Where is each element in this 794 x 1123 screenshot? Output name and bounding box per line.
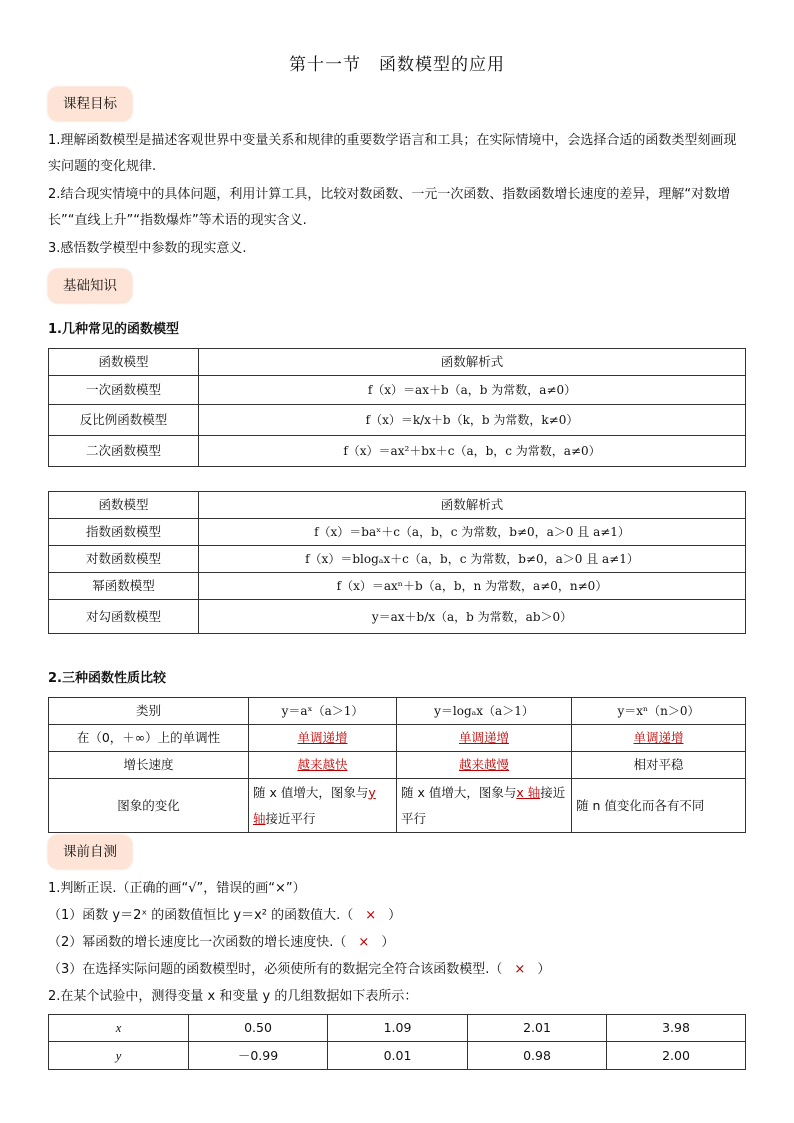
table-header-cell: y＝logₐx（a＞1） (397, 698, 572, 725)
table-cell: 对勾函数模型 (49, 600, 199, 634)
answer-text: 单调递增 (458, 730, 509, 745)
section-label-pretest: 课前自测 (48, 835, 132, 869)
table-cell: 在（0，＋∞）上的单调性 (49, 725, 249, 752)
answer-text: 越来越快 (297, 757, 348, 772)
cell-text: 接近平行 (265, 810, 316, 826)
table-cell: 3.98 (607, 1015, 746, 1042)
formula-cell: f（x）＝baˣ＋c（a，b，c 为常数，b≠0，a＞0 且 a≠1） (199, 519, 746, 546)
answer-text: 越来越慢 (458, 757, 509, 772)
table-cell: 1.09 (328, 1015, 468, 1042)
cross-mark: × (358, 935, 370, 950)
function-model-table-1 (48, 348, 746, 467)
table-cell: 幂函数模型 (49, 573, 199, 600)
table-header-cell: 函数模型 (49, 349, 199, 376)
page-title: 第十一节 函数模型的应用 (289, 55, 505, 75)
cell-text: 接近平行 (401, 784, 566, 826)
table-cell: 0.50 (189, 1015, 328, 1042)
question-1-item (48, 957, 748, 983)
item-end: ） (537, 962, 551, 977)
table-cell: 2.00 (607, 1042, 746, 1070)
property-comparison-table (48, 697, 746, 833)
section-label-basics: 基础知识 (48, 269, 132, 303)
formula-cell: f（x）＝k/x＋b（k，b 为常数，k≠0） (199, 405, 746, 436)
item-text: （3）在选择实际问题的函数模型时，必须使所有的数据完全符合该函数模型.（ (48, 962, 503, 977)
formula-cell: f（x）＝ax＋b（a，b 为常数，a≠0） (199, 376, 746, 405)
formula-cell: f（x）＝ax²＋bx＋c（a，b，c 为常数，a≠0） (199, 436, 746, 467)
table-cell: 增长速度 (49, 752, 249, 779)
table-header-cell: y＝aˣ（a＞1） (249, 698, 397, 725)
table-header-cell: 类别 (49, 698, 249, 725)
row-label-x: x (49, 1015, 189, 1042)
table-header-cell: 函数模型 (49, 492, 199, 519)
goal-2: 2.结合现实情境中的具体问题，利用计算工具，比较对数函数、一元一次函数、指数函数增长速度的差异，理解“对数增长”“直线上升”“指数爆炸”等术语的现实含义. (48, 187, 731, 228)
question-1-item (48, 930, 748, 956)
table-header-cell: y＝xⁿ（n＞0） (572, 698, 746, 725)
item-text: （1）函数 y＝2ˣ 的函数值恒比 y＝x² 的函数值大.（ (48, 908, 354, 923)
table-cell: 0.01 (328, 1042, 468, 1070)
item-text: （2）幂函数的增长速度比一次函数的增长速度快.（ (48, 935, 347, 950)
cell-text: 随 x 值增大，图象与 (401, 784, 517, 800)
goal-3: 3.感悟数学模型中参数的现实意义. (48, 241, 247, 256)
row-label-y: y (49, 1042, 189, 1070)
item-end: ） (388, 908, 402, 923)
question-1: 1.判断正误.（正确的画“√”，错误的画“×”） (48, 881, 306, 896)
answer-text: 单调递增 (633, 730, 684, 745)
answer-text: y 轴 (253, 784, 376, 826)
data-table-xy (48, 1014, 746, 1070)
table-cell: 2.01 (468, 1015, 607, 1042)
formula-cell: f（x）＝axⁿ＋b（a，b，n 为常数，a≠0，n≠0） (199, 573, 746, 600)
formula-cell: f（x）＝blogₐx＋c（a，b，c 为常数，b≠0，a＞0 且 a≠1） (199, 546, 746, 573)
answer-text: 单调递增 (297, 730, 348, 745)
cell-text: 随 x 值增大，图象与 (253, 784, 369, 800)
table-header-cell: 函数解析式 (199, 492, 746, 519)
item-end: ） (381, 935, 395, 950)
table-cell: －0.99 (189, 1042, 328, 1070)
table-cell: 一次函数模型 (49, 376, 199, 405)
goal-1: 1.理解函数模型是描述客观世界中变量关系和规律的重要数学语言和工具；在实际情境中，会选择合适的函数类型刻画现实问题的变化规律. (48, 133, 737, 174)
function-model-table-2 (48, 491, 746, 634)
table-header-cell: 函数解析式 (199, 349, 746, 376)
formula-cell: y＝ax＋b/x（a，b 为常数，ab＞0） (199, 600, 746, 634)
cross-mark: × (514, 962, 526, 977)
table-cell: 相对平稳 (572, 752, 746, 779)
table-cell: 反比例函数模型 (49, 405, 199, 436)
section-label-goals: 课程目标 (48, 87, 132, 121)
question-1-item (48, 903, 748, 929)
cross-mark: × (365, 908, 377, 923)
question-2: 2.在某个试验中，测得变量 x 和变量 y 的几组数据如下表所示： (48, 989, 418, 1004)
table-cell: 二次函数模型 (49, 436, 199, 467)
heading-property-comparison: 2.三种函数性质比较 (48, 671, 166, 686)
table-cell: 指数函数模型 (49, 519, 199, 546)
table-cell: 图象的变化 (49, 779, 249, 833)
answer-text: x 轴 (516, 784, 541, 800)
table-cell: 0.98 (468, 1042, 607, 1070)
heading-function-models: 1.几种常见的函数模型 (48, 322, 179, 337)
table-cell: 对数函数模型 (49, 546, 199, 573)
table-cell: 随 n 值变化而各有不同 (572, 779, 746, 833)
